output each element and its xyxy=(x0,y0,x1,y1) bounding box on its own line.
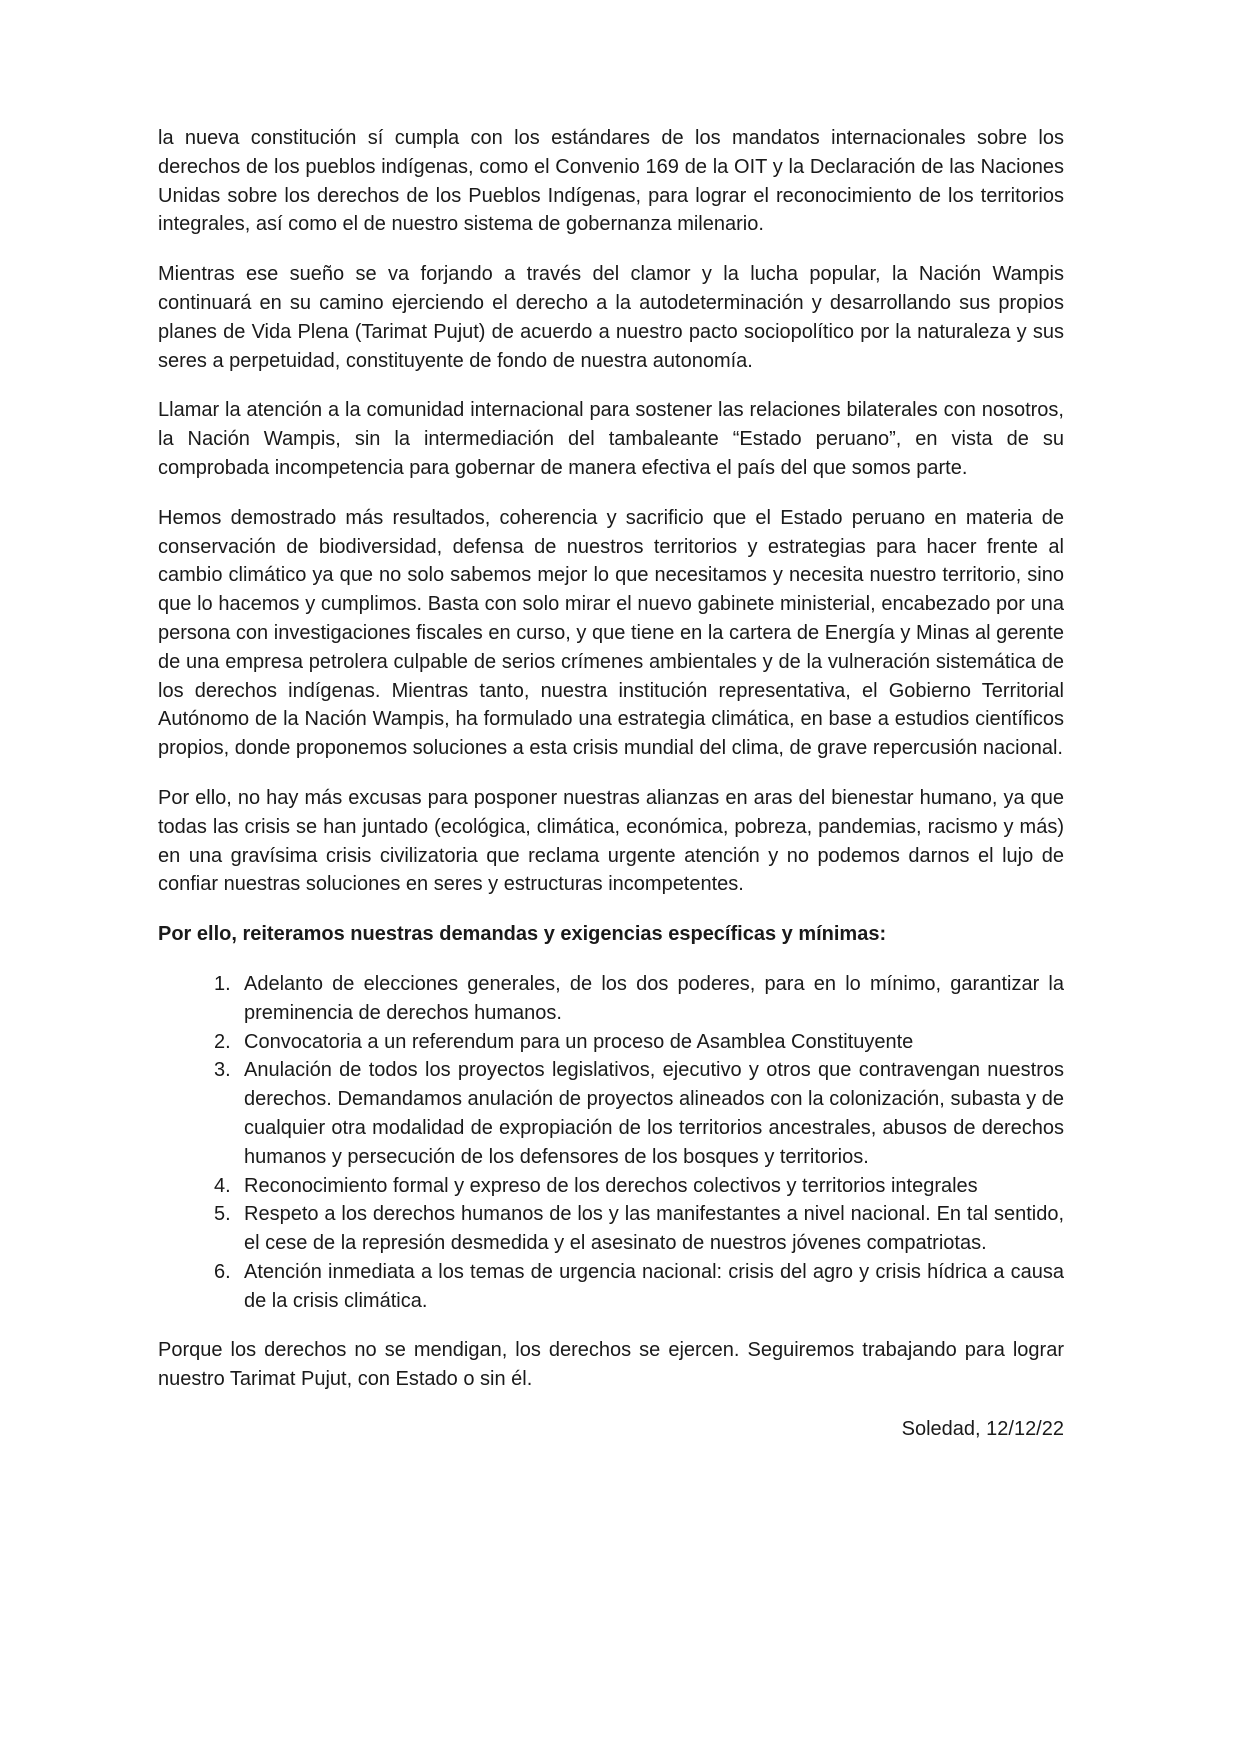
demand-item-2-text: Convocatoria a un referendum para un proceso de Asamblea Constituyente xyxy=(244,1030,914,1053)
closing-paragraph: Porque los derechos no se mendigan, los derechos se ejercen. Seguiremos trabajando para lograr nuestro Tarimat Pujut, con Estado o sin él. xyxy=(158,1339,1064,1391)
demand-item-2 xyxy=(214,1028,1064,1057)
demand-item-1 xyxy=(214,970,1064,1028)
demand-item-1-number: 1. xyxy=(214,972,231,995)
demand-item-4 xyxy=(214,1172,1064,1201)
body-paragraph-1: la nueva constitución sí cumpla con los estándares de los mandatos internacionales sobre los derechos de los pueblos indígenas, como el Convenio 169 de la OIT y la Declaración de las Naciones Unidas sobre los derechos de los Pueblos Indígenas, para lograr el reconocimiento de los territorios integrales, así como el de nuestro sistema de gobernanza milenario. xyxy=(158,127,1064,236)
body-paragraph-5: Por ello, no hay más excusas para posponer nuestras alianzas en aras del bienestar humano, ya que todas las crisis se han juntado (ecológica, climática, económica, pobreza, pandemias, racismo y más) en una gravísima crisis civilizatoria que reclama urgente atención y no podemos darnos el lujo de confiar nuestras soluciones en seres y estructuras incompetentes. xyxy=(158,786,1064,896)
demand-item-5 xyxy=(214,1200,1064,1258)
body-paragraph-4: Hemos demostrado más resultados, coherencia y sacrificio que el Estado peruano en materia de conservación de biodiversidad, defensa de nuestros territorios y estrategias para hacer frente al cambio climático ya que no solo sabemos mejor lo que necesitamos y necesita nuestro territorio, sino que lo hacemos y cumplimos. Basta con solo mirar el nuevo gabinete ministerial, encabezado por una persona con investigaciones fiscales en curso, y que tiene en la cartera de Energía y Minas al gerente de una empresa petrolera culpable de serios crímenes ambientales y de la vulneración sistemática de los derechos indígenas. Mientras tanto, nuestra institución representativa, el Gobierno Territorial Autónomo de la Nación Wampis, ha formulado una estrategia climática, en base a estudios científicos propios, donde proponemos soluciones a esta crisis mundial del clima, de grave repercusión nacional. xyxy=(158,506,1064,760)
demand-item-3-text: Anulación de todos los proyectos legislativos, ejecutivo y otros que contravengan nuestros derechos. Demandamos anulación de proyectos alineados con la colonización, subasta y de cualquier otra modalidad de expropiación de los territorios ancestrales, abusos de derechos humanos y persecución de los defensores de los bosques y territorios. xyxy=(244,1059,1064,1168)
demand-item-2-number: 2. xyxy=(214,1030,231,1053)
demand-item-4-text: Reconocimiento formal y expreso de los derechos colectivos y territorios integrales xyxy=(244,1174,978,1197)
body-paragraph-2: Mientras ese sueño se va forjando a través del clamor y la lucha popular, la Nación Wampis continuará en su camino ejerciendo el derecho a la autodeterminación y desarrollando sus propios planes de Vida Plena (Tarimat Pujut) de acuerdo a nuestro pacto sociopolítico por la naturaleza y sus seres a perpetuidad, constituyente de fondo de nuestra autonomía. xyxy=(158,263,1064,372)
demand-item-6-number: 6. xyxy=(214,1260,231,1283)
document-content xyxy=(158,124,1064,1444)
demand-item-3 xyxy=(214,1056,1064,1171)
demand-item-5-number: 5. xyxy=(214,1203,231,1226)
demand-item-6-text: Atención inmediata a los temas de urgencia nacional: crisis del agro y crisis hídrica a causa de la crisis climática. xyxy=(244,1260,1064,1312)
demand-item-4-number: 4. xyxy=(214,1174,231,1197)
dateline: Soledad, 12/12/22 xyxy=(901,1418,1064,1441)
demands-heading: Por ello, reiteramos nuestras demandas y exigencias específicas y mínimas: xyxy=(158,923,887,946)
demand-item-6 xyxy=(214,1258,1064,1316)
body-paragraph-3: Llamar la atención a la comunidad internacional para sostener las relaciones bilaterales con nosotros, la Nación Wampis, sin la intermediación del tambaleante “Estado peruano”, en vista de su comprobada incompetencia para gobernar de manera efectiva el país del que somos parte. xyxy=(158,399,1064,479)
demands-list xyxy=(158,970,1064,1316)
demand-item-3-number: 3. xyxy=(214,1059,231,1082)
demand-item-1-text: Adelanto de elecciones generales, de los dos poderes, para en lo mínimo, garantizar la preminencia de derechos humanos. xyxy=(244,972,1064,1024)
demand-item-5-text: Respeto a los derechos humanos de los y las manifestantes a nivel nacional. En tal sentido, el cese de la represión desmedida y el asesinato de nuestros jóvenes compatriotas. xyxy=(244,1203,1064,1255)
